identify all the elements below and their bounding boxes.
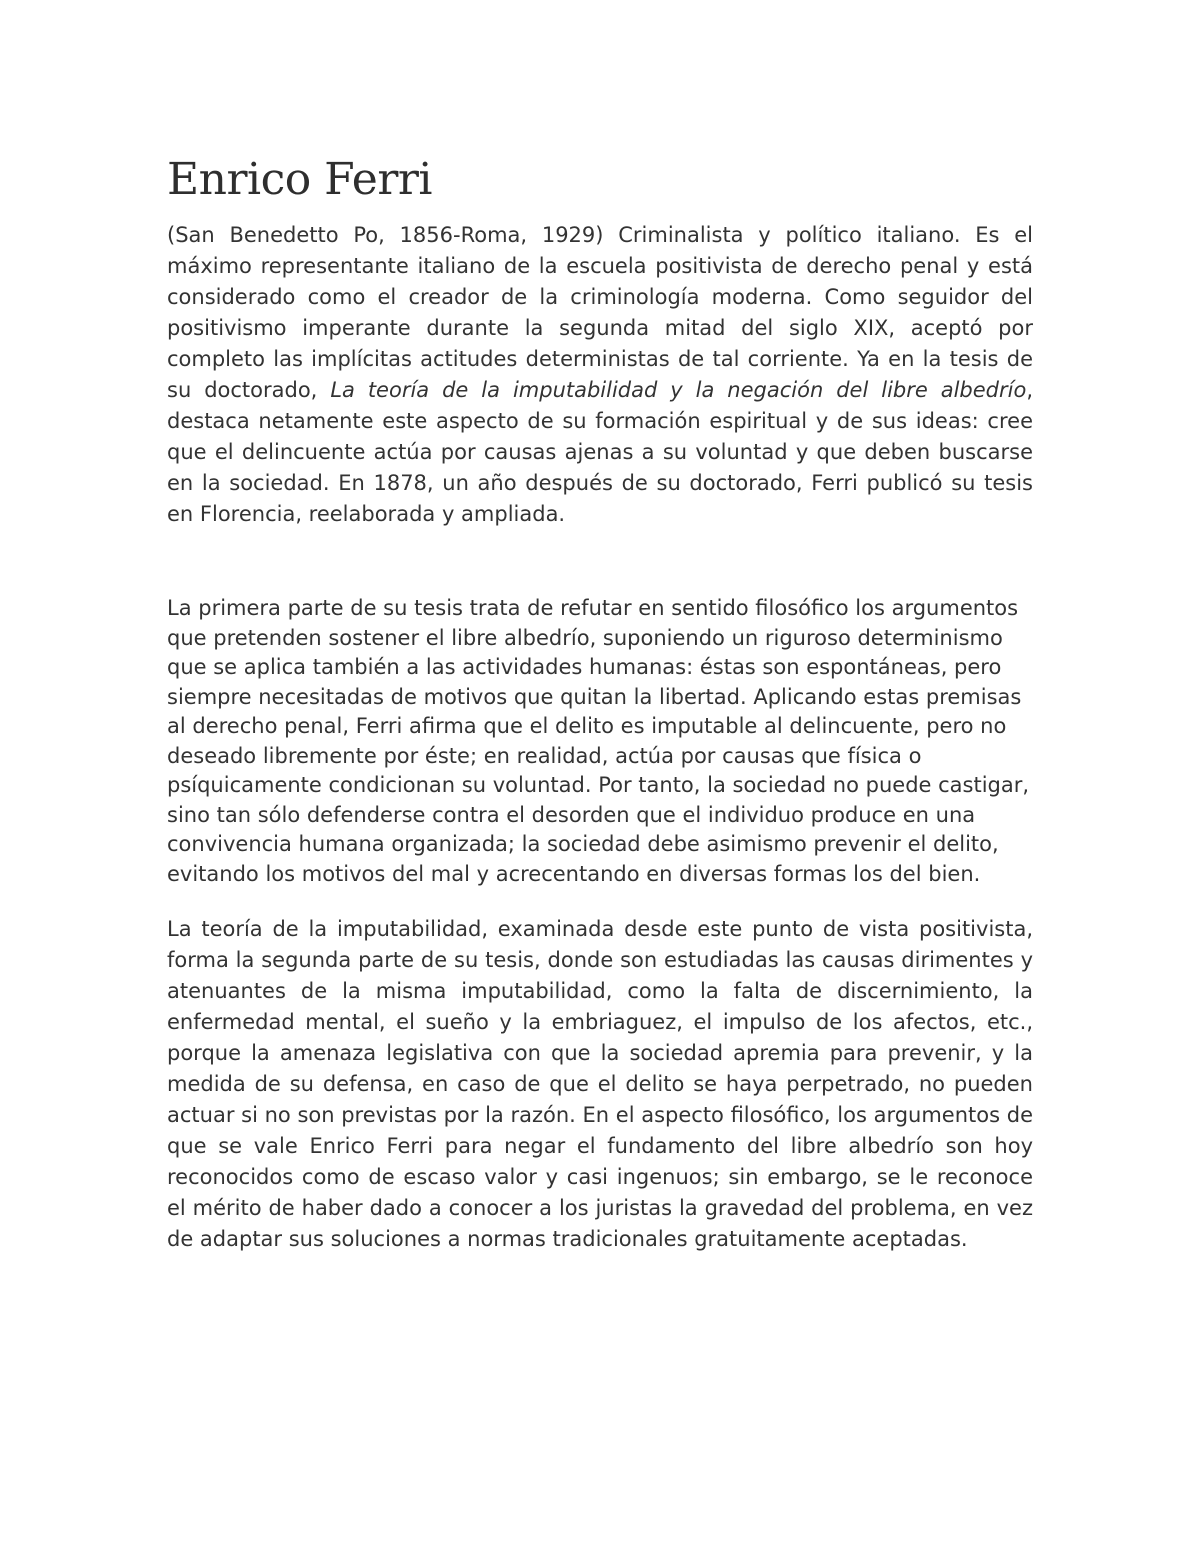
paragraph-thesis-second-part: La teoría de la imputabilidad, examinada desde este punto de vista positivista, forma la segunda parte de su tesis, donde son estudiadas las causas dirimentes y atenuantes de la misma imputabilidad, como la falta de discernimiento, la enfermedad mental, el sueño y la embriaguez, el impulso de los afectos, etc., porque la amenaza legislativa con que la sociedad apremia para prevenir, y la medida de su defensa, en caso de que el delito se haya perpetrado, no pueden actuar si no son previstas por la razón. En el aspecto filosófico, los argumentos de que se vale Enrico Ferri para negar el fundamento del libre albedrío son hoy reconocidos como de escaso valor y casi ingenuos; sin embargo, se le reconoce el mérito de haber dado a conocer a los juristas la gravedad del problema, en vez de adaptar sus soluciones a normas tradicionales gratuitamente aceptadas. xyxy=(167,917,1033,1251)
paragraph-thesis-first-part: La primera parte de su tesis trata de refutar en sentido filosófico los argumentos que pretenden sostener el libre albedrío, suponiendo un riguroso determinismo que se aplica también a las actividades humanas: éstas son espontáneas, pero siempre necesitadas de motivos que quitan la libertad. Aplicando estas premisas al derecho penal, Ferri afirma que el delito es imputable al delincuente, pero no deseado libremente por éste; en realidad, actúa por causas que física o psíquicamente condicionan su voluntad. Por tanto, la sociedad no puede castigar, sino tan sólo defenderse contra el desorden que el individuo produce en una convivencia humana organizada; la sociedad debe asimismo prevenir el delito, evitando los motivos del mal y acrecentando en diversas formas los del bien. xyxy=(167,596,1030,886)
thesis-title-italic: La teoría de la imputabilidad y la negación del libre albedrío xyxy=(330,378,1027,402)
paragraph-biography-text-start: (San Benedetto Po, 1856-Roma, 1929) Criminalista y político italiano. Es el máximo representante italiano de la escuela positivista de derecho penal y está considerado como el creador de la criminología moderna. Como seguidor del positivismo imperante durante la segunda mitad del siglo XIX, aceptó por completo las implícitas actitudes deterministas de tal corriente. Ya en la tesis de su doctorado, xyxy=(167,223,1033,402)
paragraph-biography xyxy=(167,220,1033,530)
document-title: Enrico Ferri xyxy=(167,154,432,205)
paragraph-biography-text-end: , destaca netamente este aspecto de su formación espiritual y de sus ideas: cree que el delincuente actúa por causas ajenas a su voluntad y que deben buscarse en la sociedad. En 1878, un año después de su doctorado, Ferri publicó su tesis en Florencia, reelaborada y ampliada. xyxy=(167,378,1034,526)
document-page xyxy=(167,150,1033,1255)
